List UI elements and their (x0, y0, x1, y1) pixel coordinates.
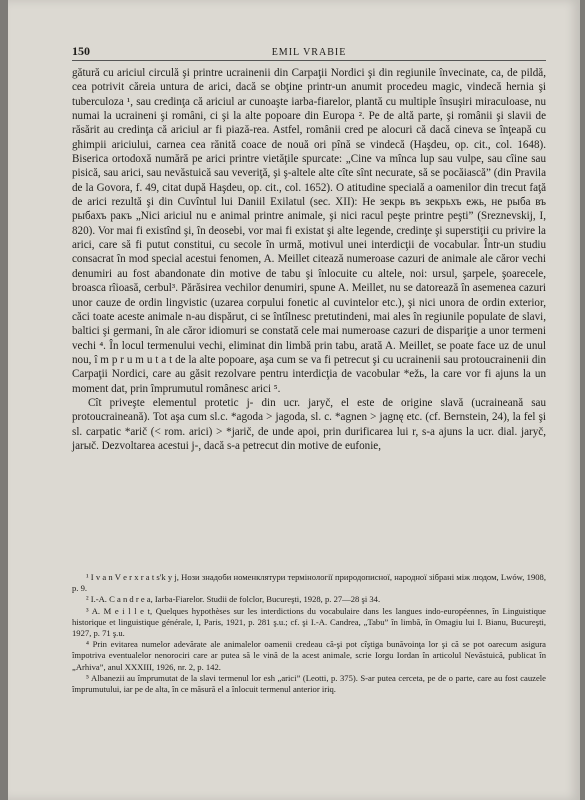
footnote: ¹ I v a n V e r x r a t s'k y j, Нози знадоби номенклятури термінології природописної, народної зібрані між людом, Lwów, 1908, p. 9. (72, 572, 546, 594)
footnote: ² I.-A. C a n d r e a, Iarba-Fiarelor. Studii de folclor, Bucureşti, 1928, p. 27—28 şi 34. (86, 594, 381, 605)
header-rule (72, 60, 546, 61)
footnote: ⁵ Albanezii au împrumutat de la slavi termenul lor esh „arici” (Leotti, p. 375). S-ar putea cerceta, pe de o parte, care au fost cauzele împrumutului, iar pe de alta, în ce măsură el a înlocuit termenul anterior iriq. (72, 672, 546, 695)
page-number: 150 (72, 44, 90, 58)
footnotes (72, 572, 546, 695)
footnote: ³ A. M e i l l e t, Quelques hypothèses sur les interdictions du vocabulaire dans les langues indo-européennes, în Linguistique historique et linguistique générale, I, Paris, 1921, p. 281 ş.u.; cf. şi I.-A. Candrea, „Tabu” în limbă, în Omagiu lui I. Bianu, Bucureşti, 1927, p. 71 ş.u. (72, 605, 546, 639)
book-page (8, 0, 580, 800)
body-paragraph: gătură cu ariciul circulă şi printre ucrainenii din Carpaţii Nordici şi din regiunile învecinate, ca, de pildă, cea potrivit căreia untura de arici, dacă se obţine printr-un anumit procedeu magic, vindecă hernia şi tuberculoza ¹, sau credinţa că ariciul ar cunoaşte iarba-fiarelor, plantă cu multiple însuşiri miraculoase, nu numai la ucraineni şi români, ci şi la alte popoare din Europa ². Pe de altă parte, şi românii şi slavii de răsărit au credinţa că ariciul ar fi piază-rea. Astfel, românii cred pe alocuri că dacă cineva se înţeapă cu ghimpii ariciului, carnea cea rănită coace de nouă ori pînă se vindecă (Haşdeu, op. cit., col. 1648). Biserica ortodoxă numără pe arici printre vietăţile spurcate: „Cine va mînca lup sau vulpe, sau cîine sau pisică, sau arici, sau nevăstuică sau veveriţă, şi ş-altele alte cîte sînt necurate, să se pocăiască” (din Pravila de la Govora, f. 49, citat după Haşdeu, op. cit., col. 1652). O atitudine specială a oamenilor din trecut faţă de arici rezultă şi din Cuvîntul lui Daniil Exilatul (sec. XII): Не зекрь въ зекрьхъ ежь, не рыба въ рыбахъ ракъ „Nici ariciul nu e animal printre animale, şi nici racul peşte printre peşti” (Sreznevskij, I, 820). Vor mai fi existînd şi, în deosebi, vor mai fi existat şi alte legende, credinţe şi superstiţii cu privire la arici, care să fi putut constitui, cu secole în urmă, motivul unei interdicţii de vocabular. Într-un studiu consacrat în mod special acestui fenomen, A. Meillet citează numeroase cazuri de animale ale căror vechi denumiri au fost abandonate din motive de tabu şi înlocuite cu altele, noi: ursul, şarpele, şoarecele, broasca rîioasă, cerbul³. Părăsirea vechilor denumiri, spune A. Meillet, nu se datorează în asemenea cazuri unor cauze de ordin lingvistic (uzarea corpului fonetic al cuvintelor etc.), şi nici unora de ordin exterior, căci toate aceste animale n-au dispărut, ci se întîlnesc pretutindeni, mai ales în regiunile populate de slavi, baltici şi germani, în ale căror idiomuri se constată cele mai numeroase cazuri de dispariţie a unor termeni vechi ⁴. În locul termenului vechi, eliminat din limbă prin tabu, arată A. Meillet, se poate face uz de unul nou, î m p r u m u t a t de la alte popoare, aşa cum se va fi petrecut şi cu ucrainenii sau protoucrainenii din Carpaţii Nordici, care au găsit rezolvare pentru interdicţia de vacobular *ežь, la care vor fi ajuns la un moment dat, prin împrumutul românesc arici ⁵. (72, 67, 546, 395)
running-head: EMIL VRABIE (271, 47, 347, 58)
body-text (72, 66, 546, 453)
page-header (72, 44, 546, 59)
body-paragraph: Cît priveşte elementul protetic j- din ucr. jaryč, el este de origine slavă (ucraineană sau protoucraineană). Tot aşa cum sl.c. *agoda > jagoda, sl. c. *agnen > jagnę etc. (cf. Bernstein, 24), la fel şi sl. carpatic *arič (< rom. arici) > *jarič, de unde apoi, prin durificarea lui r, s-a ajuns la ucr. dial. jaryč, jarыč. Dezvoltarea acestui j-, dacă s-a petrecut din motive de eufonie, (72, 396, 546, 452)
footnote: ⁴ Prin evitarea numelor adevărate ale animalelor oamenii credeau că-şi pot cîştiga bunăvoinţa lor şi că se pot oarecum asigura împotriva eventualelor nenorociri care ar putea să le vină de la acest animale, scrie Iorgu Iordan în articolul Nevăstuică, publicat în „Arhiva”, anul XXXIII, 1926, nr. 2, p. 142. (72, 639, 546, 672)
